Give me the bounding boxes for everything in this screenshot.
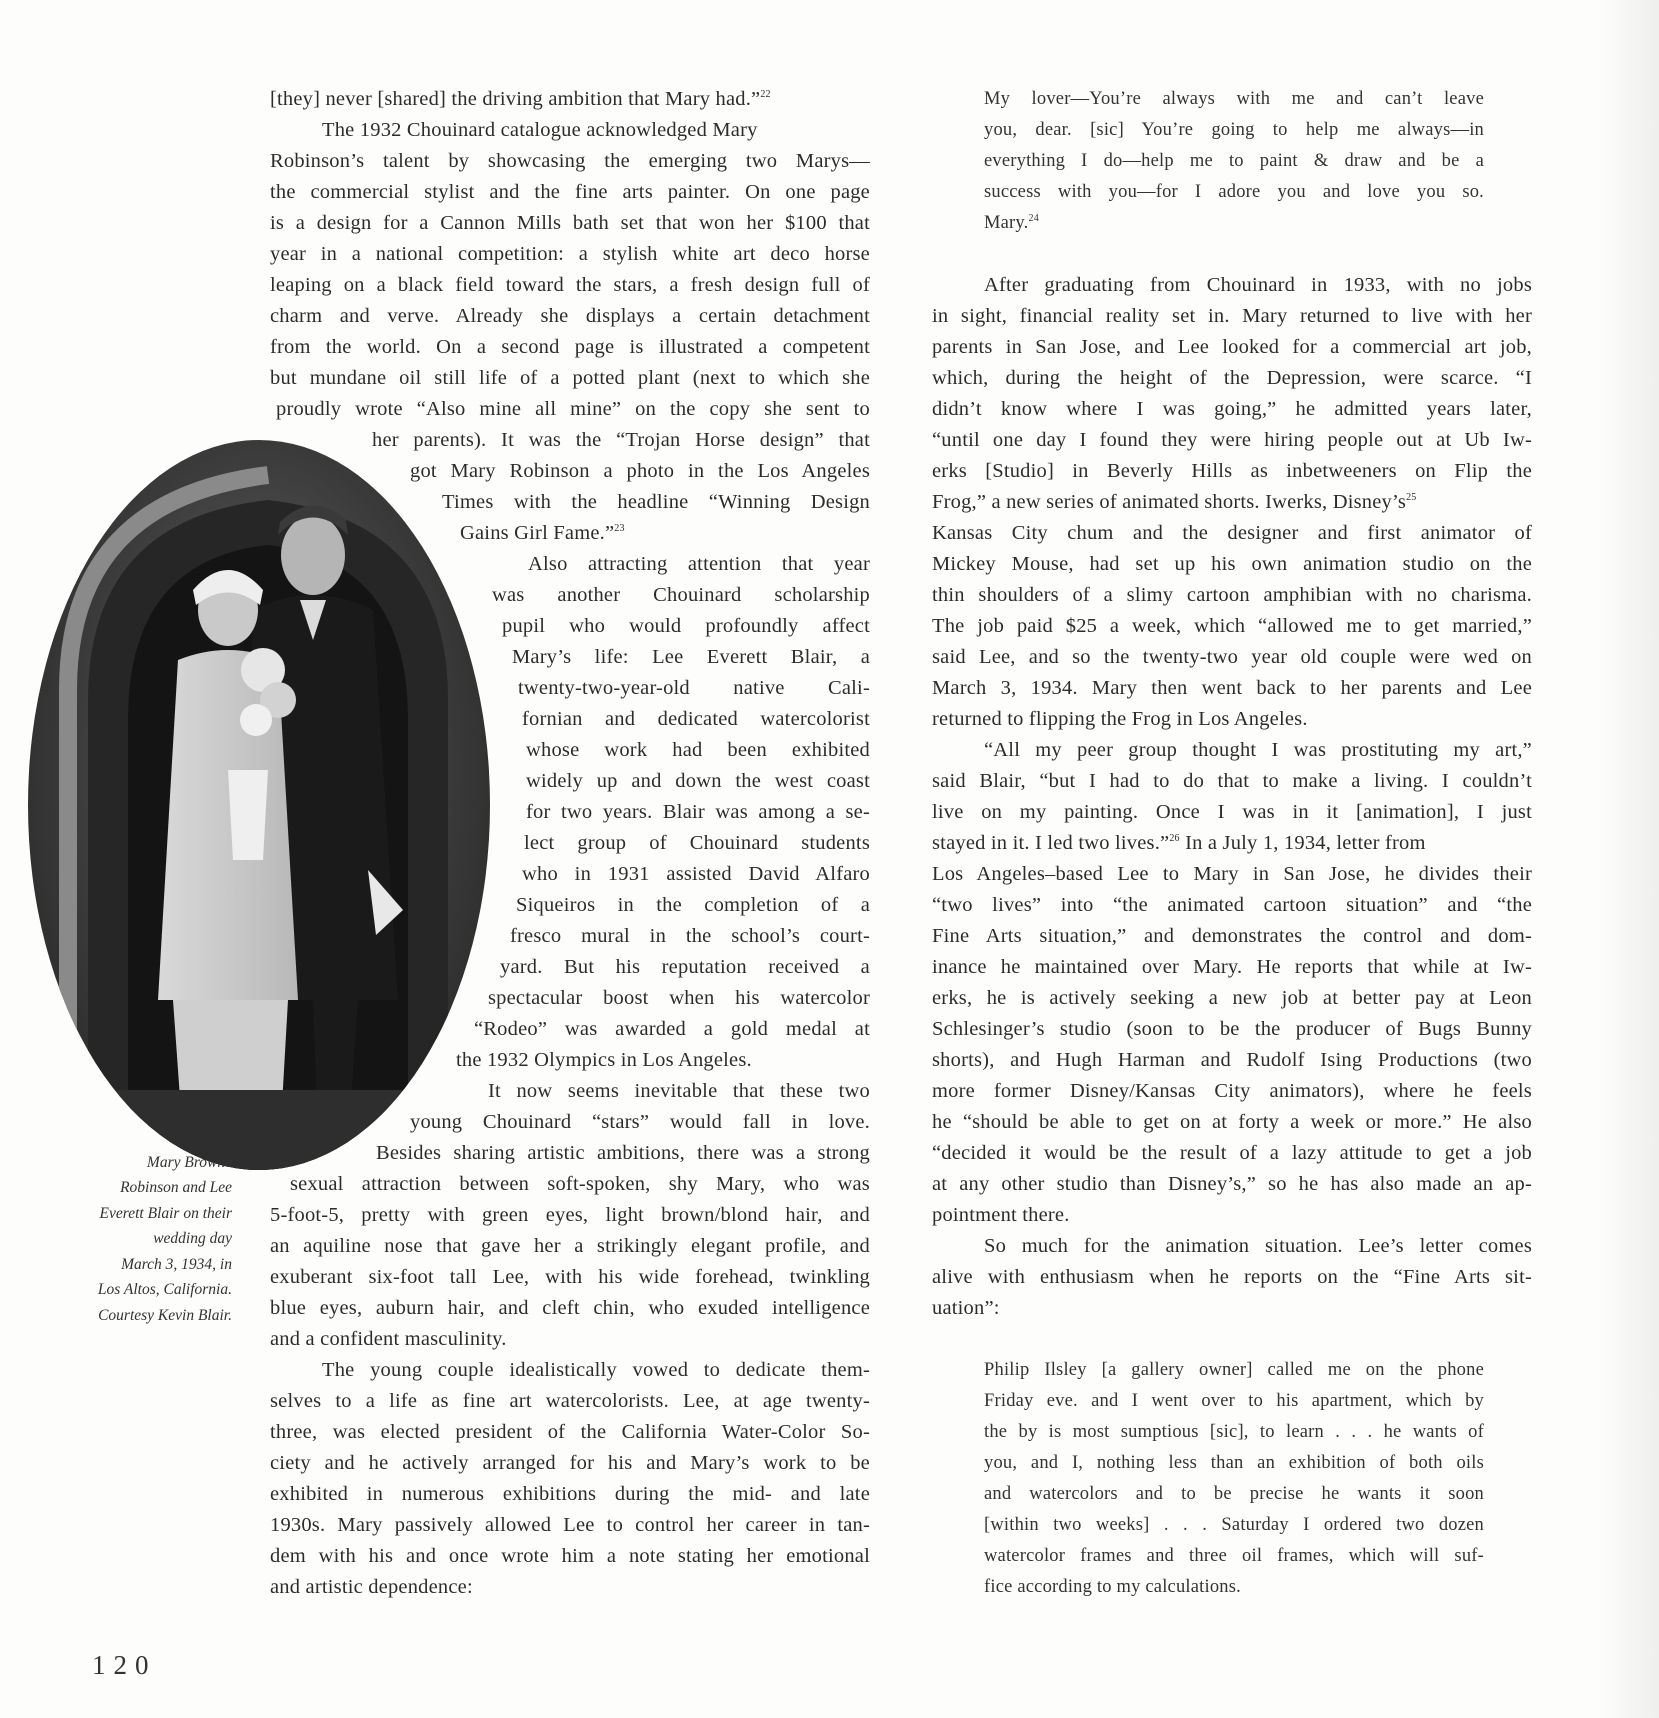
text-line: Frog,” a new series of animated shorts. Iwerks, $Disney’s^{25}$ bbox=[932, 491, 1417, 513]
text-line: more former Disney/Kansas City animators), where he feels bbox=[932, 1080, 1532, 1102]
text-line: didn’t know where I was going,” he admitted years later, bbox=[932, 398, 1532, 420]
text-line: Los Angeles–based Lee to Mary in San Jose, he divides their bbox=[932, 863, 1532, 885]
quote-line: My lover—You’re always with me and can’t leave bbox=[984, 89, 1484, 109]
text-line: and a confident masculinity. bbox=[270, 1328, 507, 1350]
quote-line: Friday eve. and I went over to his apartment, which by bbox=[984, 1391, 1484, 1411]
text-line: alive with enthusiasm when he reports on the “Fine Arts sit- bbox=[932, 1266, 1532, 1288]
text-line: for two years. Blair was among a se- bbox=[526, 801, 870, 823]
text-line: Mary’s life: Lee Everett Blair, a bbox=[512, 646, 870, 668]
text-line: was another Chouinard scholarship bbox=[492, 584, 870, 606]
caption-line: Mary Browne bbox=[146, 1154, 232, 1171]
text-line: is a design for a Cannon Mills bath set that won her $100 that bbox=[270, 212, 870, 234]
text-line: proudly wrote “Also mine all mine” on the copy she sent to bbox=[276, 398, 870, 420]
text-line: stayed in it. I led two lives.”$^{26}$ In a July 1, 1934, letter from bbox=[932, 832, 1426, 854]
page-number: 120 bbox=[92, 1650, 157, 1680]
text-line: twenty-two-year-old native Cali- bbox=[518, 677, 870, 699]
text-line: in sight, financial reality set in. Mary returned to live with her bbox=[932, 305, 1532, 327]
text-line: which, during the height of the Depression, were scarce. “I bbox=[932, 367, 1532, 389]
caption-line: Los Altos, California. bbox=[97, 1281, 232, 1298]
text-line: he “should be able to get on at forty a week or more.” He also bbox=[932, 1111, 1532, 1133]
text-line: Gains Girl Fame.”$^{23}$ bbox=[460, 522, 625, 544]
text-line: Kansas City chum and the designer and first animator of bbox=[932, 522, 1532, 544]
text-line: from the world. On a second page is illustrated a competent bbox=[270, 336, 870, 358]
quote-line: Philip Ilsley [a gallery owner] called me on the phone bbox=[984, 1360, 1484, 1380]
quote-line: watercolor frames and three oil frames, which will suf- bbox=[984, 1546, 1484, 1566]
text-line: erks [Studio] in Beverly Hills as inbetweeners on Flip the bbox=[932, 460, 1532, 482]
wedding-photo bbox=[28, 440, 490, 1170]
page-gutter-shadow bbox=[1599, 0, 1659, 1718]
text-line: Times with the headline “Winning Design bbox=[442, 491, 870, 513]
text-line: [they] never [shared] the driving ambition that Mary had.”$^{22}$ bbox=[270, 88, 771, 110]
text-line: “Rodeo” was awarded a gold medal at bbox=[474, 1018, 870, 1040]
text-line: Besides sharing artistic ambitions, there was a strong bbox=[376, 1142, 870, 1164]
quote-line: you, and I, nothing less than an exhibition of both oils bbox=[984, 1453, 1484, 1473]
text-line: leaping on a black field toward the stars, a fresh design full of bbox=[270, 274, 870, 296]
text-line: yard. But his reputation received a bbox=[500, 956, 870, 978]
caption-line: Robinson and Lee bbox=[120, 1179, 232, 1196]
text-line: dem with his and once wrote him a note stating her emotional bbox=[270, 1545, 870, 1567]
text-line: the 1932 Olympics in Los Angeles. bbox=[456, 1049, 752, 1071]
text-line: blue eyes, auburn hair, and cleft chin, who exuded intelligence bbox=[270, 1297, 870, 1319]
text-line: exhibited in numerous exhibitions during the mid- and late bbox=[270, 1483, 870, 1505]
quote-line: success with you—for I adore you and love you so. bbox=[984, 182, 1484, 202]
text-line: ciety and he actively arranged for his and Mary’s work to be bbox=[270, 1452, 870, 1474]
text-line: So much for the animation situation. Lee’s letter comes bbox=[984, 1235, 1532, 1257]
text-line: lect group of Chouinard students bbox=[524, 832, 870, 854]
text-line: young Chouinard “stars” would fall in love. bbox=[410, 1111, 870, 1133]
quote-line: you, dear. [sic] You’re going to help me always—in bbox=[984, 120, 1484, 140]
caption-line: wedding day bbox=[153, 1230, 232, 1247]
text-line: Siqueiros in the completion of a bbox=[516, 894, 870, 916]
text-line: shorts), and Hugh Harman and Rudolf Ising Productions (two bbox=[932, 1049, 1532, 1071]
text-line: Also attracting attention that year bbox=[528, 553, 870, 575]
text-line: “All my peer group thought I was prostituting my art,” bbox=[984, 739, 1532, 761]
text-line: three, was elected president of the California Water-Color So- bbox=[270, 1421, 870, 1443]
text-line: but mundane oil still life of a potted plant (next to which she bbox=[270, 367, 870, 389]
text-line: 1930s. Mary passively allowed Lee to control her career in tan- bbox=[270, 1514, 870, 1536]
text-line: inance he maintained over Mary. He reports that while at Iw- bbox=[932, 956, 1532, 978]
text-line: her parents). It was the “Trojan Horse design” that bbox=[372, 429, 870, 451]
text-line: fornian and dedicated watercolorist bbox=[522, 708, 870, 730]
text-line: erks, he is actively seeking a new job at better pay at Leon bbox=[932, 987, 1532, 1009]
text-line: sexual attraction between soft-spoken, shy Mary, who was bbox=[290, 1173, 870, 1195]
text-line: whose work had been exhibited bbox=[526, 739, 870, 761]
text-line: “until one day I found they were hiring people out at Ub Iw- bbox=[932, 429, 1532, 451]
text-line: charm and verve. Already she displays a certain detachment bbox=[270, 305, 870, 327]
text-line: widely up and down the west coast bbox=[526, 770, 870, 792]
text-line: and artistic dependence: bbox=[270, 1576, 473, 1598]
quote-line: the by is most sumptious [sic], to learn . . . he wants of bbox=[984, 1422, 1484, 1442]
text-line: year in a national competition: a stylish white art deco horse bbox=[270, 243, 870, 265]
text-line: at any other studio than Disney’s,” so he has also made an ap- bbox=[932, 1173, 1532, 1195]
text-line: returned to flipping the Frog in Los Angeles. bbox=[932, 708, 1308, 730]
wedding-photo-illustration bbox=[28, 440, 490, 1170]
text-line: live on my painting. Once I was in it [animation], I just bbox=[932, 801, 1532, 823]
footnote-marker: 26 bbox=[1169, 833, 1180, 845]
text-line: an aquiline nose that gave her a strikingly elegant profile, and bbox=[270, 1235, 870, 1257]
text-line: After graduating from Chouinard in 1933, with no jobs bbox=[984, 274, 1532, 296]
text-line: pupil who would profoundly affect bbox=[502, 615, 870, 637]
caption-line: March 3, 1934, in bbox=[121, 1256, 232, 1273]
text-line: spectacular boost when his watercolor bbox=[488, 987, 870, 1009]
text-line: The 1932 Chouinard catalogue acknowledged Mary bbox=[322, 119, 758, 141]
text-line: It now seems inevitable that these two bbox=[488, 1080, 870, 1102]
text-line: said Lee, and so the twenty-two year old couple were wed on bbox=[932, 646, 1532, 668]
text-line: who in 1931 assisted David Alfaro bbox=[522, 863, 870, 885]
text-line: thin shoulders of a slimy cartoon amphibian with no charisma. bbox=[932, 584, 1532, 606]
text-line: parents in San Jose, and Lee looked for a commercial art job, bbox=[932, 336, 1532, 358]
quote-line: [within two weeks] . . . Saturday I ordered two dozen bbox=[984, 1515, 1484, 1535]
quote-line: fice according to my calculations. bbox=[984, 1577, 1241, 1597]
quote-line: everything I do—help me to paint & draw and be a bbox=[984, 151, 1484, 171]
text-line: The young couple idealistically vowed to dedicate them- bbox=[322, 1359, 870, 1381]
caption-line: Courtesy Kevin Blair. bbox=[98, 1307, 232, 1324]
caption-line: Everett Blair on their bbox=[99, 1205, 232, 1222]
text-line: uation”: bbox=[932, 1297, 1000, 1319]
text-line: pointment there. bbox=[932, 1204, 1070, 1226]
text-line: Schlesinger’s studio (soon to be the producer of Bugs Bunny bbox=[932, 1018, 1532, 1040]
text-line: the commercial stylist and the fine arts painter. On one page bbox=[270, 181, 870, 203]
text-line: Fine Arts situation,” and demonstrates the control and dom- bbox=[932, 925, 1532, 947]
text-line: The job paid $25 a week, which “allowed me to get married,” bbox=[932, 615, 1532, 637]
text-line: 5-foot-5, pretty with green eyes, light brown/blond hair, and bbox=[270, 1204, 870, 1226]
text-line: Mickey Mouse, had set up his own animation studio on the bbox=[932, 553, 1532, 575]
text-line: exuberant six-foot tall Lee, with his wide forehead, twinkling bbox=[270, 1266, 870, 1288]
text-line: March 3, 1934. Mary then went back to her parents and Lee bbox=[932, 677, 1532, 699]
text-line: said Blair, “but I had to do that to make a living. I couldn’t bbox=[932, 770, 1532, 792]
text-line: “two lives” into “the animated cartoon situation” and “the bbox=[932, 894, 1532, 916]
text-line: selves to a life as fine art watercolorists. Lee, at age twenty- bbox=[270, 1390, 870, 1412]
quote-line: and watercolors and to be precise he wants it soon bbox=[984, 1484, 1484, 1504]
quote-line: Mary.$^{24}$ bbox=[984, 212, 1039, 233]
text-line: fresco mural in the school’s court- bbox=[510, 925, 870, 947]
text-line: Robinson’s talent by showcasing the emerging two Marys— bbox=[270, 150, 870, 172]
text-line: got Mary Robinson a photo in the Los Angeles bbox=[410, 460, 870, 482]
text-line: “decided it would be the result of a lazy attitude to get a job bbox=[932, 1142, 1532, 1164]
